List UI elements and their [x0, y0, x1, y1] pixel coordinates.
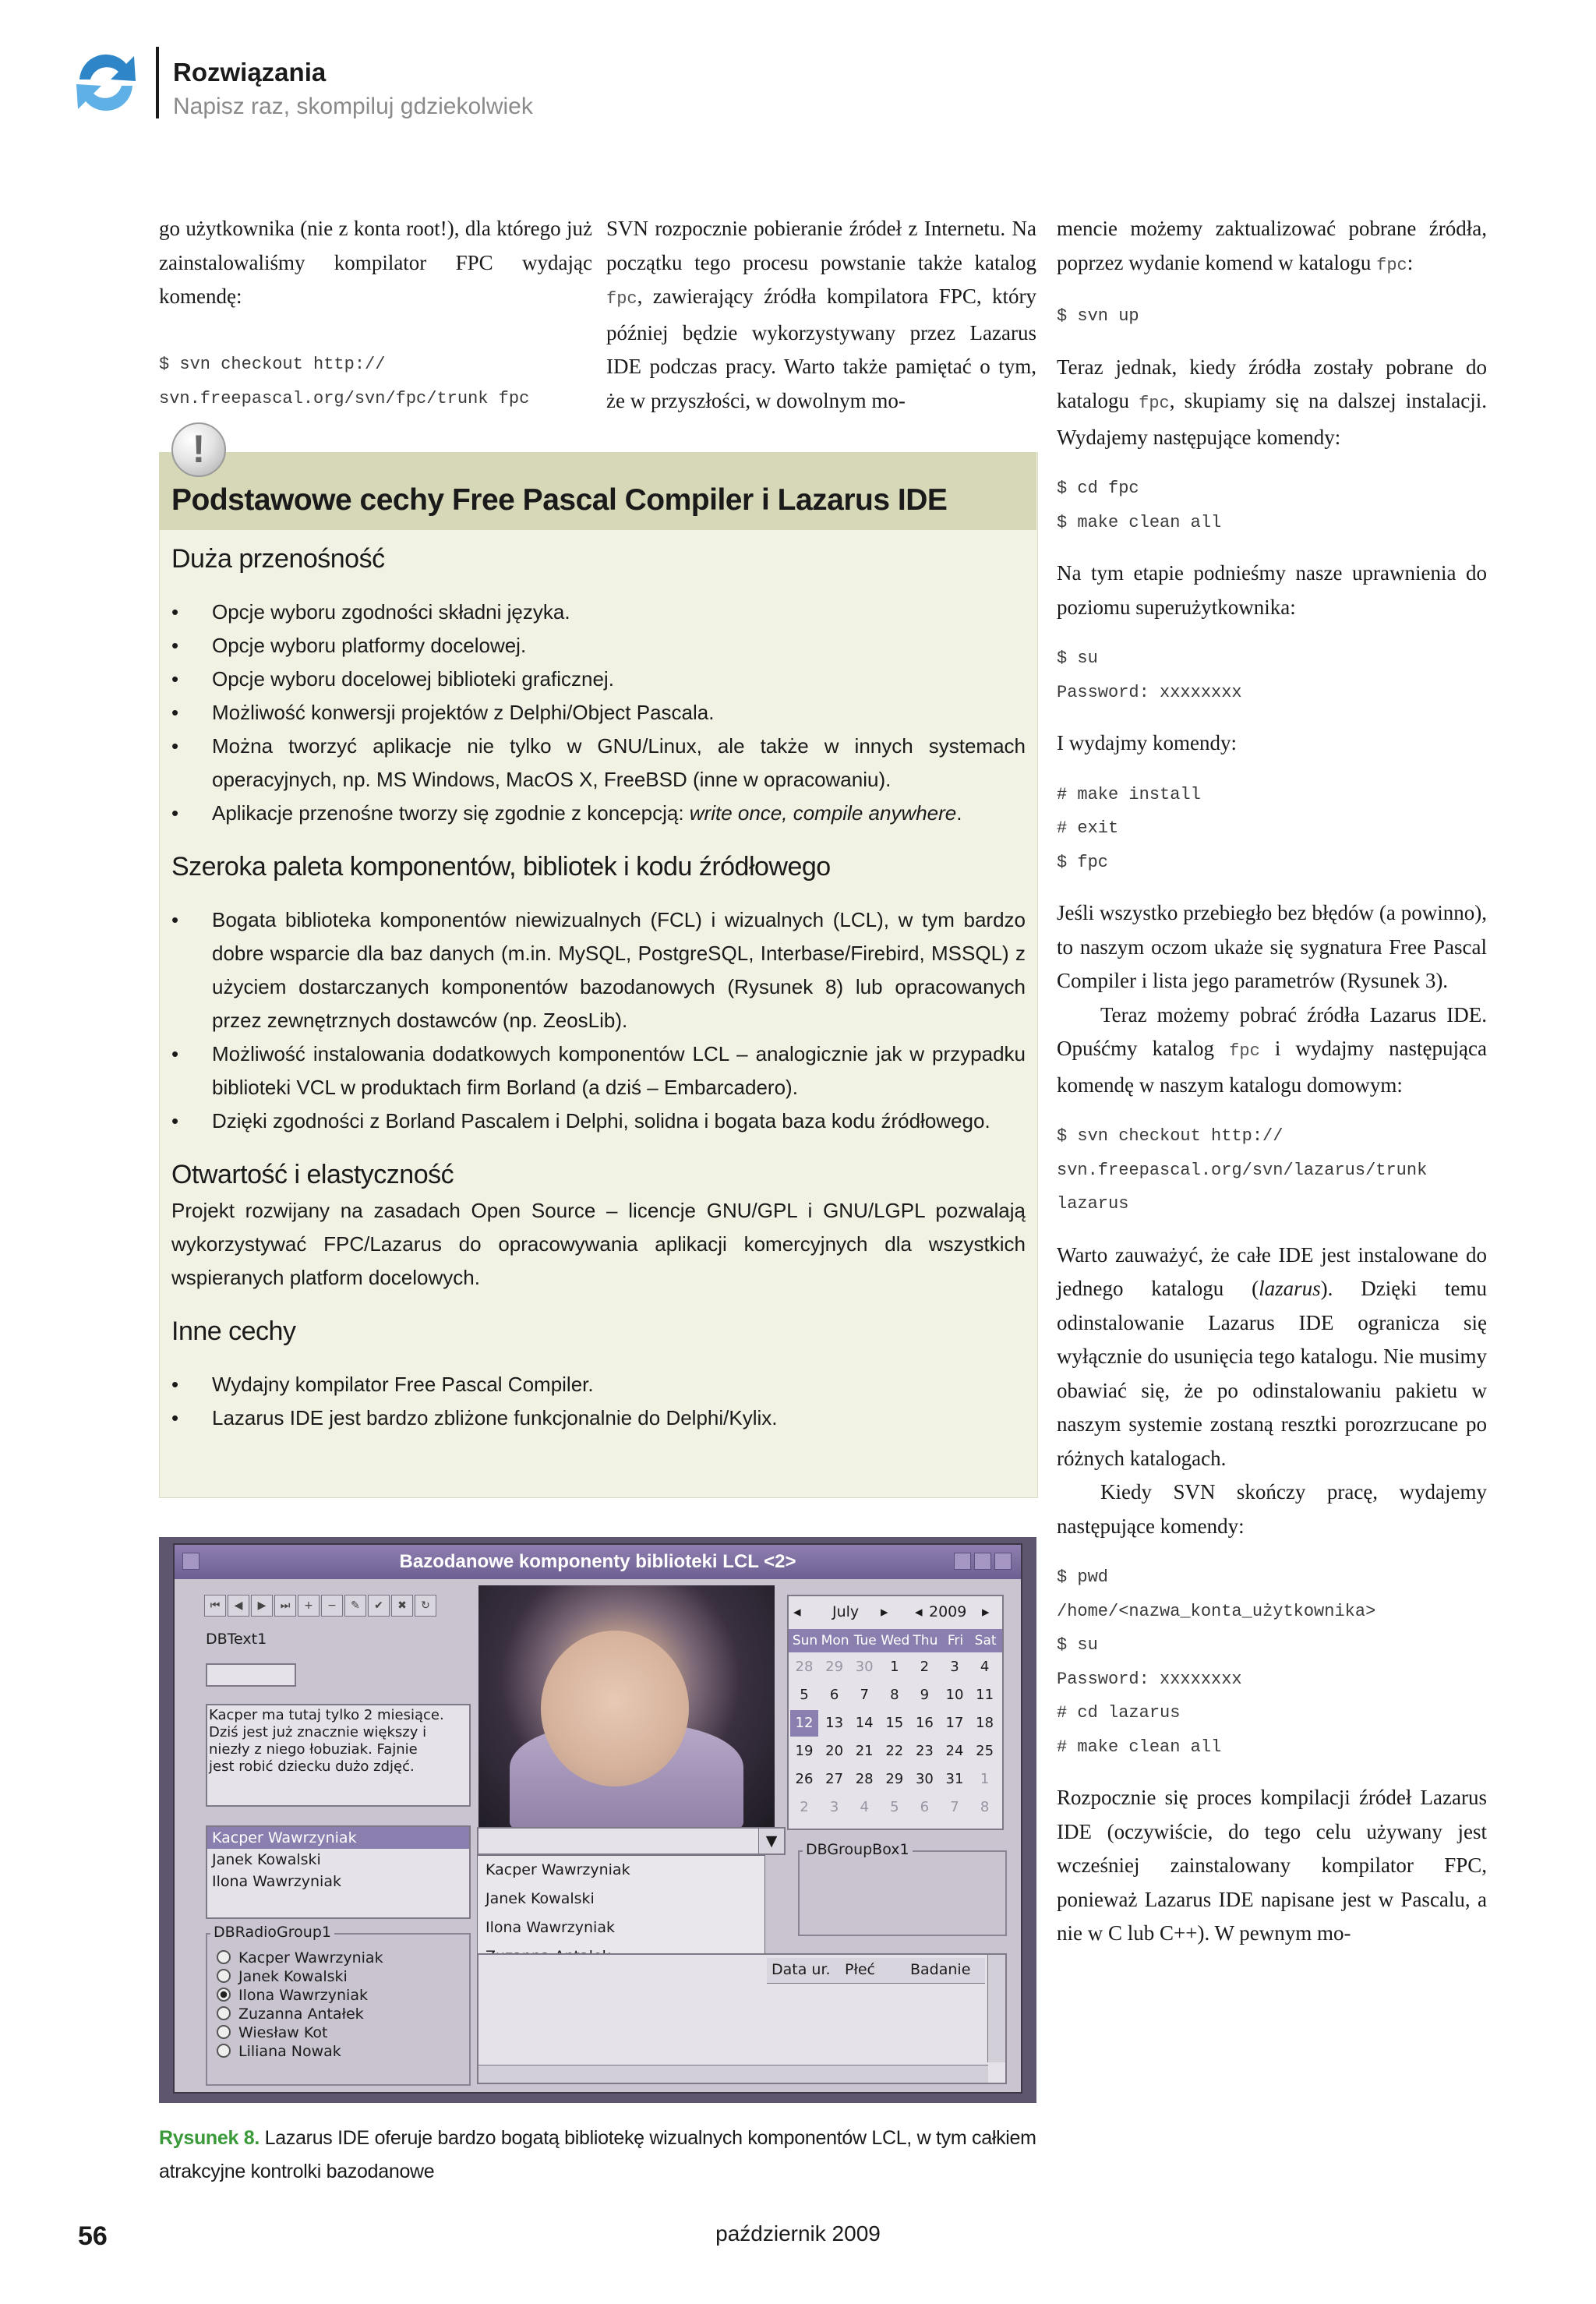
calendar-day[interactable]: 24	[945, 1743, 964, 1759]
calendar-day[interactable]: 1	[890, 1659, 899, 1675]
calendar-weekdays	[789, 1629, 1002, 1652]
calendar-weekday: Sun	[792, 1633, 818, 1648]
next-icon[interactable]: ▶	[251, 1595, 273, 1617]
paragraph: Rozpocznie się proces kompilacji źródeł Lazarus IDE (oczywiście, do tego celu używany jest wcześniej zainstalowany kompilator FPC, ponieważ Lazarus IDE napisane jest w Pascalu, a nie w C lub C++). W pewnym mo-	[1057, 1786, 1487, 1945]
radio-selected-icon	[217, 1988, 231, 2002]
list-item: • Możliwość konwersji projektów z Delphi/Object Pascala.	[171, 696, 1026, 730]
paragraph: Kiedy SVN skończy pracę, wydajemy następujące komendy:	[1057, 1480, 1487, 1538]
grid-column-header[interactable]: Badanie	[910, 1961, 971, 1978]
first-icon[interactable]: ⏮	[204, 1595, 226, 1617]
exclamation-icon: !	[171, 422, 226, 477]
prev-month-icon[interactable]: ◂	[793, 1603, 801, 1620]
list-item: • Możliwość instalowania dodatkowych komponentów LCL – analogicznie jak w przypadku biblioteki VCL w produktach firm Borland (a dziś – Embarcadero).	[171, 1037, 1026, 1104]
grid-column-header[interactable]: Płeć	[845, 1961, 875, 1978]
dbgrid[interactable]	[477, 1953, 1007, 2084]
next-month-icon[interactable]: ▸	[881, 1603, 888, 1620]
paragraph: Na tym etapie podnieśmy nasze uprawnienia do poziomu superużytkownika:	[1057, 561, 1487, 619]
radio-icon	[217, 2006, 231, 2020]
calendar-day[interactable]: 12	[790, 1710, 818, 1737]
dblookupcombobox[interactable]	[477, 1827, 786, 1855]
radio-option[interactable]: Janek Kowalski	[217, 1967, 383, 1986]
window-menu-button[interactable]	[182, 1553, 200, 1570]
calendar-day[interactable]: 23	[915, 1743, 934, 1759]
calendar-weekday: Sat	[974, 1633, 997, 1648]
code-line: $ svn up	[1057, 306, 1139, 326]
box-subheading: Duża przenośność	[171, 544, 385, 574]
post-icon[interactable]: ✔	[368, 1595, 390, 1617]
calendar-weekday: Mon	[821, 1633, 849, 1648]
calendar-day[interactable]: 1	[980, 1771, 990, 1787]
prev-year-icon[interactable]: ◂	[915, 1603, 923, 1620]
paragraph: Warto zauważyć, że całe IDE jest instalowane do jednego katalogu (lazarus). Dzięki temu odinstalowanie Lazarus IDE ogranicza się wyłącznie do usunięcia tego katalogu. Nie musimy obawiać się, że po odinstalowaniu pakietu w naszym systemie zostaną resztki porozrzucane po różnych katalogach.	[1057, 1242, 1488, 1470]
code-line: $ su	[1057, 648, 1098, 668]
calendar-header	[789, 1596, 1002, 1627]
calendar-weekday: Thu	[913, 1633, 938, 1648]
list-item: • Można tworzyć aplikacje nie tylko w GNU/Linux, ale także w innych systemach operacyjnych, np. MS Windows, MacOS X, FreeBSD (inne w opracowaniu).	[171, 730, 1026, 797]
info-box-title: Podstawowe cechy Free Pascal Compiler i Lazarus IDE	[171, 483, 948, 517]
box-subheading: Szeroka paleta komponentów, bibliotek i kodu źródłowego	[171, 852, 831, 882]
code-line: svn.freepascal.org/svn/fpc/trunk fpc	[159, 388, 530, 408]
calendar-day[interactable]: 3	[829, 1799, 839, 1815]
bullet-list	[171, 595, 1026, 830]
grid-column-header[interactable]: Data ur.	[772, 1961, 831, 1978]
radio-option[interactable]: Zuzanna Antałek	[217, 2005, 383, 2023]
close-button[interactable]	[994, 1553, 1012, 1570]
page-number: 56	[78, 2221, 108, 2251]
paragraph: Teraz jednak, kiedy źródła zostały pobrane do katalogu fpc, skupiamy się na dalszej instalacji. Wydajemy następujące komendy:	[1057, 355, 1487, 449]
calendar-day[interactable]: 10	[945, 1687, 964, 1703]
code-line: # make install	[1057, 784, 1201, 804]
code-line: # make clean all	[1057, 1737, 1222, 1757]
paragraph: Projekt rozwijany na zasadach Open Source – licencje GNU/GPL i GNU/LGPL pozwalają wykorzystywać FPC/Lazarus do opracowywania aplikacji komercyjnych dla wszystkich wspieranych platform docelowych.	[171, 1199, 1026, 1289]
column-3	[1057, 212, 1487, 1951]
code-line: $ su	[1057, 1635, 1098, 1655]
caption-label: Rysunek 8.	[159, 2127, 260, 2149]
calendar-day[interactable]: 8	[890, 1687, 899, 1703]
list-item: • Opcje wyboru docelowej biblioteki graficznej.	[171, 663, 1026, 696]
list-item[interactable]: Janek Kowalski	[212, 1851, 321, 1868]
code-line: Password: xxxxxxxx	[1057, 682, 1242, 702]
list-item: • Wydajny kompilator Free Pascal Compiler.	[171, 1368, 1026, 1401]
list-item: • Opcje wyboru platformy docelowej.	[171, 629, 1026, 663]
code-line: $ fpc	[1057, 852, 1109, 872]
column-2	[606, 212, 1036, 418]
calendar-day[interactable]: 4	[980, 1659, 990, 1675]
groupbox-label: DBGroupBox1	[803, 1841, 913, 1858]
box-subheading: Otwartość i elastyczność	[171, 1160, 454, 1189]
calendar-day[interactable]: 5	[890, 1799, 899, 1815]
calendar-day[interactable]: 29	[885, 1771, 904, 1787]
calendar-day[interactable]: 2	[920, 1659, 930, 1675]
calendar-day[interactable]: 6	[829, 1687, 839, 1703]
code-line: lazarus	[1057, 1194, 1129, 1214]
calendar-day[interactable]: 25	[976, 1743, 994, 1759]
dblistbox[interactable]	[206, 1825, 471, 1919]
radiogroup-label: DBRadioGroup1	[210, 1924, 334, 1941]
photo-face	[541, 1631, 689, 1786]
code-line: $ make clean all	[1057, 512, 1222, 532]
calendar-day[interactable]: 17	[945, 1715, 964, 1731]
list-item: • Lazarus IDE jest bardzo zbliżone funkcjonalnie do Delphi/Kylix.	[171, 1401, 1026, 1435]
dbgroupbox	[798, 1841, 1007, 1936]
calendar-day[interactable]: 4	[860, 1799, 869, 1815]
calendar-day[interactable]: 30	[915, 1771, 934, 1787]
radio-option[interactable]: Liliana Nowak	[217, 2042, 383, 2061]
calendar-day[interactable]: 3	[950, 1659, 959, 1675]
dbmemo[interactable]	[206, 1704, 471, 1807]
radio-icon	[217, 2044, 231, 2058]
calendar-day[interactable]: 28	[795, 1659, 814, 1675]
memo-text: Kacper ma tutaj tylko 2 miesiące. Dziś jest już znacznie większy i niezły z niego łobuziak. Fajnie jest robić dziecku dużo zdjęć.	[209, 1707, 444, 1775]
radio-option[interactable]: Kacper Wawrzyniak	[217, 1949, 383, 1967]
radio-icon	[217, 1950, 231, 1964]
dropdown-item[interactable]: Ilona Wawrzyniak	[486, 1919, 615, 1936]
calendar-day[interactable]: 29	[825, 1659, 844, 1675]
dbedit-field[interactable]	[206, 1663, 296, 1687]
list-item[interactable]: Ilona Wawrzyniak	[212, 1873, 341, 1890]
calendar-day[interactable]: 6	[920, 1799, 930, 1815]
delete-icon[interactable]: −	[321, 1595, 343, 1617]
code-line: /home/<nazwa_konta_użytkownika>	[1057, 1601, 1376, 1621]
prior-icon[interactable]: ◀	[228, 1595, 249, 1617]
calendar-day[interactable]: 21	[855, 1743, 874, 1759]
cancel-icon[interactable]: ✖	[391, 1595, 413, 1617]
calendar-day[interactable]: 30	[855, 1659, 874, 1675]
edit-icon[interactable]: ✎	[344, 1595, 366, 1617]
grid-header	[767, 1958, 985, 1984]
dbradiogroup	[206, 1924, 471, 2086]
calendar-day[interactable]: 7	[950, 1799, 959, 1815]
calendar-day[interactable]: 9	[920, 1687, 930, 1703]
figure-caption	[159, 2122, 1036, 2189]
bullet-list	[171, 903, 1026, 1138]
calendar-day[interactable]: 22	[885, 1743, 904, 1759]
last-icon[interactable]: ⏭	[274, 1595, 296, 1617]
list-item: • Bogata biblioteka komponentów niewizualnych (FCL) i wizualnych (LCL), w tym bardzo dobre wsparcie dla baz danych (m.in. MySQL, PostgreSQL, Interbase/Firebird, MSSQL) z użyciem dostarczanych komponentów bazodanowych (Rysunek 8) lub opracowanych przez zewnętrznych dostawców (np. ZeosLib).	[171, 903, 1026, 1037]
calendar-day[interactable]: 19	[795, 1743, 814, 1759]
calendar-day[interactable]: 28	[855, 1771, 874, 1787]
bullet-list	[171, 1368, 1026, 1435]
calendar-day[interactable]: 15	[885, 1715, 904, 1731]
column-1	[159, 212, 592, 415]
calendar-day[interactable]: 7	[860, 1687, 869, 1703]
code-line: $ cd fpc	[1057, 479, 1139, 498]
radio-icon	[217, 1969, 231, 1983]
calendar-weekday: Tue	[853, 1633, 877, 1648]
code-line: # cd lazarus	[1057, 1703, 1181, 1723]
calendar-day[interactable]: 2	[800, 1799, 809, 1815]
header-divider	[156, 47, 159, 118]
paragraph: go użytkownika (nie z konta root!), dla którego już zainstalowaliśmy kompilator FPC wydając komendę:	[159, 217, 592, 308]
calendar-day[interactable]: 5	[800, 1687, 809, 1703]
refresh-icon[interactable]: ↻	[415, 1595, 436, 1617]
code-line: $ svn checkout http://	[1057, 1126, 1284, 1146]
calendar-day[interactable]: 20	[825, 1743, 844, 1759]
calendar-weekday: Fri	[947, 1633, 964, 1648]
footer-issue: październik 2009	[715, 2221, 881, 2246]
horizontal-scrollbar[interactable]	[478, 2065, 988, 2083]
calendar-weekday: Wed	[881, 1633, 910, 1648]
maximize-button[interactable]	[974, 1553, 991, 1570]
code-line: Password: xxxxxxxx	[1057, 1669, 1242, 1689]
paragraph: I wydajmy komendy:	[1057, 731, 1237, 754]
paragraph: Jeśli wszystko przebiegło bez błędów (a powinno), to naszym oczom ukaże się sygnatura Free Pascal Compiler i lista jego parametrów (Rysunek 3).	[1057, 901, 1487, 992]
code-line: # exit	[1057, 818, 1119, 838]
code-line: svn.freepascal.org/svn/lazarus/trunk	[1057, 1160, 1428, 1180]
box-subheading: Inne cechy	[171, 1316, 296, 1346]
info-box-body	[171, 539, 1026, 1435]
section-title: Rozwiązania	[173, 58, 327, 87]
insert-icon[interactable]: +	[298, 1595, 320, 1617]
section-subtitle: Napisz raz, skompiluj gdziekolwiek	[173, 94, 533, 119]
calendar-day[interactable]: 18	[976, 1715, 994, 1731]
calendar-year: 2009	[929, 1603, 967, 1620]
paragraph: SVN rozpocznie pobieranie źródeł z Internetu. Na początku tego procesu powstanie także katalog fpc, zawierający źródła kompilatora FPC, który później będzie wykorzystywany przez Lazarus IDE podczas pracy. Warto także pamiętać o tym, że w przyszłości, w dowolnym mo-	[606, 217, 1036, 412]
dbtext-label: DBText1	[206, 1631, 267, 1648]
list-item: • Dzięki zgodności z Borland Pascalem i Delphi, solidna i bogata baza kodu źródłowego.	[171, 1104, 1026, 1138]
calendar-day[interactable]: 16	[915, 1715, 934, 1731]
window-title: Bazodanowe komponenty biblioteki LCL <2>	[399, 1551, 796, 1572]
calendar-day[interactable]: 11	[976, 1687, 994, 1703]
vertical-scrollbar[interactable]	[987, 1955, 1005, 2062]
calendar-day[interactable]: 31	[945, 1771, 964, 1787]
dropdown-item[interactable]: Kacper Wawrzyniak	[486, 1861, 630, 1878]
dropdown-item[interactable]: Janek Kowalski	[486, 1890, 595, 1907]
calendar-day[interactable]: 27	[825, 1771, 844, 1787]
paragraph: mencie możemy zaktualizować pobrane źródła, poprzez wydanie komend w katalogu fpc:	[1057, 217, 1487, 275]
radio-icon	[217, 2025, 231, 2039]
dbcalendar	[787, 1595, 1004, 1830]
list-item: • Aplikacje przenośne tworzy się zgodnie z koncepcją: write once, compile anywhere.	[171, 797, 1026, 830]
code-line: $ pwd	[1057, 1567, 1109, 1587]
list-item[interactable]: Kacper Wawrzyniak	[207, 1827, 469, 1849]
app-window	[173, 1543, 1022, 2094]
logo-icon	[69, 45, 143, 120]
calendar-day[interactable]: 8	[980, 1799, 990, 1815]
minimize-button[interactable]	[954, 1553, 971, 1570]
list-item: • Opcje wyboru zgodności składni języka.	[171, 595, 1026, 629]
calendar-day[interactable]: 14	[855, 1715, 874, 1731]
figure-screenshot	[159, 1537, 1036, 2103]
calendar-day[interactable]: 13	[825, 1715, 844, 1731]
code-line: $ svn checkout http://	[159, 355, 386, 374]
calendar-month: July	[832, 1603, 860, 1620]
calendar-day[interactable]: 26	[795, 1771, 814, 1787]
paragraph: Teraz możemy pobrać źródła Lazarus IDE. Opuśćmy katalog fpc i wydajmy następująca komendę w naszym katalogu domowym:	[1057, 1002, 1487, 1097]
radio-option[interactable]: Ilona Wawrzyniak	[217, 1986, 383, 2005]
next-year-icon[interactable]: ▸	[982, 1603, 990, 1620]
caption-text: Lazarus IDE oferuje bardzo bogatą bibliotekę wizualnych komponentów LCL, w tym całkiem atrakcyjne kontrolki bazodanowe	[159, 2127, 1036, 2182]
chevron-down-icon[interactable]: ▼	[758, 1829, 784, 1853]
radio-option[interactable]: Wiesław Kot	[217, 2023, 383, 2042]
